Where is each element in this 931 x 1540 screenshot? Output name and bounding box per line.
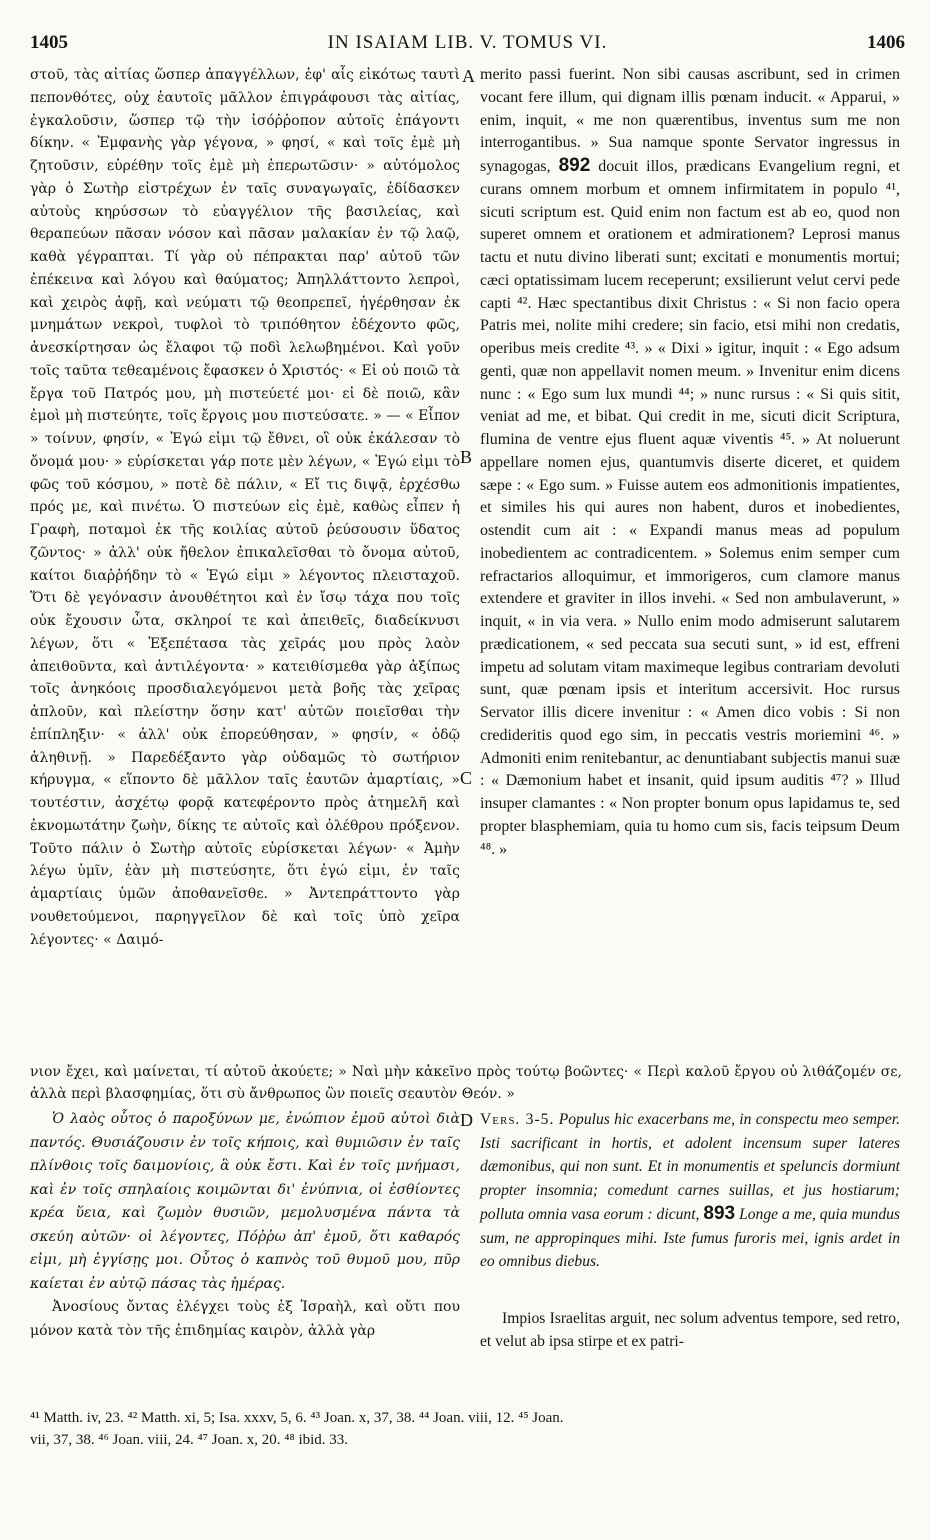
running-title: IN ISAIAM LIB. V. TOMUS VI.	[327, 32, 608, 53]
greek-lower-block	[30, 1108, 460, 1343]
greek-text: στοῦ, τὰς αἰτίας ὥσπερ ἀπαγγέλλων, ἐφ' αἷς εἰκότως ταυτὶ πεπονθότες, οὐχ ἑαυτοῖς μᾶλλον ἐπιγράφουσι τὰς αἰτίας, ἐγκαλοῦσιν, ὥσπερ τῷ τὴν ἰσόῤῥοπον αὐτοῖς ἐπάγοντι δίκην. « Ἐμφανὴς γὰρ γέγονα, » φησί, « καὶ τοῖς ἐμὲ μὴ ζητοῦσιν, εὑρέθην τοῖς ἐμὲ μὴ ἐπερωτῶσιν· » αὐτόμολος γὰρ ὁ Σωτὴρ εἰστρέχων ἐν ταῖς συναγωγαῖς, ἐδίδασκεν αὐτοὺς κηρύσσων τὸ εὐαγγέλιον τῆς βασιλείας, καὶ θεραπεύων πᾶσαν νόσον καὶ πᾶσαν μαλακίαν ἐν τῷ λαῷ, καθὰ γέγραπται. Τί γὰρ οὐ πέπρακται παρ' αὐτοῦ τῶν ἐπέκεινα καὶ λόγου καὶ θαύματος; Ἀπηλλάττοντο λεπροὶ, καὶ χειρὸς ἁφῇ, καὶ νεύματι τῷ θεοπρεπεῖ, ἠγέρθησαν ἐκ μνημάτων νεκροὶ, τυφλοὶ τὸ τριπόθητον ἐδέχοντο φῶς, ἀνεσκίρτησαν ὡς ἔλαφοι τῷ ποδὶ λελωβημένοι. Καὶ γοῦν τοῖς ταῦτα τεθεαμένοις ἔφασκεν ὁ Χριστός· « Εἰ οὐ ποιῶ τὰ ἔργα τοῦ Πατρός μου, μὴ πιστεύετέ μοι· εἰ δὲ ποιῶ, κἂν ἐμοὶ μὴ πιστεύητε, τοῖς ἔργοις μου πιστεύσατε. » — « Εἶπον » τοίνυν, φησίν, « Ἐγώ εἰμι τῷ ἔθνει, οἳ οὐκ ἐκάλεσαν τὸ ὄνομά μου· » εὑρίσκεται γάρ ποτε μὲν λέγων, « Ἐγώ εἰμι τὸ φῶς τοῦ κόσμου, » ποτὲ δὲ πάλιν, « Εἴ τις διψᾷ, ἐρχέσθω πρός με, καὶ πινέτω. Ὁ πιστεύων εἰς ἐμὲ, καθὼς εἶπεν ἡ Γραφὴ, ποταμοὶ ἐκ τῆς κοιλίας αὐτοῦ ῥεύσουσιν ὕδατος ζῶντος· » ἀλλ' οὐκ ἤθελον ἐπικαλεῖσθαι τὸ ὄνομα αὐτοῦ, καίτοι διαῤῥήδην τὸ « Ἐγώ εἰμι » λέγοντος πλεισταχοῦ. Ὅτι δὲ γεγόνασιν ἀνουθέτητοι καὶ ἐν ἴσῳ τάχα που τοῖς οὐκ ἔχουσιν ὦτα, σκληροί τε καὶ ἀπειθεῖς, διαδείκνυσι λέγων, ὅτι « Ἐξεπέτασα τὰς χεῖράς μου πρὸς λαὸν ἀπειθοῦντα, καὶ ἀντιλέγοντα· » κατειθίσμεθα γὰρ ἀξίπως τοῖς ἀνηκόοις προσδιαλεγόμενοι μετὰ βοῆς τὰς χεῖρας ἁπλοῦν, καὶ πλείστην ὅσην κατ' αὐτῶν ποιεῖσθαι τὴν ἐπίπληξιν· « ἀλλ' οὐκ ἐπορεύθησαν, » φησίν, « ὁδῷ ἀληθινῇ. » Παρεδέξαντο γὰρ οὐδαμῶς τὸ σωτήριον κήρυγμα, « εἵποντο δὲ μᾶλλον ταῖς ἑαυτῶν ἁμαρτίαις, » τουτέστιν, ἀσχέτῳ φορᾷ κατεφέροντο πρὸς ἀτημελῆ καὶ ἐκνομωτάτην ζωὴν, δίκης τε αὐτοῖς καὶ ὀλέθρου πρόξενον. Τοῦτο πάλιν ὁ Σωτὴρ αὐτοῖς εὑρίσκεται λέγων· « Ἀμὴν λέγω ὑμῖν, ἐὰν μὴ πιστεύσητε, ὅτι ἐγώ εἰμι, ἐν ταῖς ἁμαρτίαις ὑμῶν ἀποθανεῖσθε. » Ἀντεπράττοντο γὰρ νουθετούμενοι, παρηγγεῖλον δὲ καὶ τοῖς ὑπὸ χεῖρα λέγοντες· « Δαιμό-	[30, 67, 460, 948]
footnote-line-2: vii, 37, 38. ⁴⁶ Joan. viii, 24. ⁴⁷ Joan. x, 20. ⁴⁸ ibid. 33.	[30, 1432, 349, 1448]
greek-lemma: Ὁ λαὸς οὗτος ὁ παροξύνων με, ἐνώπιον ἐμοῦ αὐτοὶ διὰ παντός. Θυσιάζουσιν ἐν τοῖς κήποις, καὶ θυμιῶσιν ἐν ταῖς πλίνθοις τοῖς δαιμονίοις, ἃ οὐκ ἔστι. Καὶ ἐν τοῖς μνήμασι, καὶ ἐν τοῖς σπηλαίοις κοιμῶνται δι' ἐνύπνια, οἱ ἐσθίοντες κρέα ὕεια, καὶ ζωμὸν θυσιῶν, μεμολυσμένα πάντα τὰ σκεύη αὐτῶν· οἱ λέγοντες, Πόῤῥω ἀπ' ἐμοῦ, ὅτι καθαρός εἰμι, μὴ ἐγγίσῃς μοι. Οὗτος ὁ καπνὸς τοῦ θυμοῦ μου, πῦρ καίεται ἐν αὐτῷ πάσας τὰς ἡμέρας.	[30, 1111, 460, 1292]
full-width-continuation	[30, 1061, 902, 1105]
latin-text-part2: docuit illos, prædicans Evangelium regni, et curans omnem morbum et omnem infirmitatem in populo ⁴¹, sicuti scriptum est. Quid enim non factum est ab eo, quod non superet omnem et orationem et admirationem? Leprosi manus tactu et nutu divino liberati sunt; excitati e monumentis mortui; cæci optatissimam lucem receperunt; exsilierunt velut cervi pede capti ⁴². Hæc spectantibus dixit Christus : « Si non facio opera Patris mei, nolite mihi credere; sin facio, etsi mihi non credatis, operibus meis credite ⁴³. » « Dixi » igitur, inquit : « Ego adsum genti, quæ non appellavit nomen meum. » Invenitur enim dicens nunc : « Ego sum lux mundi ⁴⁴; » nunc rursus : « Si quis sitit, veniat ad me, et bibat. Qui credit in me, sicuti dicit Scriptura, flumina de ventre ejus fluent aquæ viventis ⁴⁵. » At noluerunt appellare nomen ejus, quantumvis diserte diceret, et quidem sæpe : « Ego sum. » Fuisse autem eos admonitionis impatientes, et similes his qui aures non habent, duros et inobedientes, ostendit cum ait : « Expandi manus meas ad populum inobedientem ac contradicentem. » Solemus enim semper cum refractarios alloquimur, et immorigeros, cum clamore manus extendere et graviter in illos invehi. « Sed non ambulaverunt, » inquit, « in via vera. » Nullo enim modo admiserunt salutarem prædicationem, « sed peccata sua secuti sunt, » id est, effreni impetu ad solutam vitam maximeque legibus contrariam devoluti sunt, quæ pœnam ipsis et interitum accersivit. Hoc rursus Servator illis dicere invenitur : « Amen dico vobis : Si non credideritis quod ego sim, in peccatis vestris moriemini ⁴⁶. » Admoniti enim renitebantur, ac denuntiabant subjectis manui suæ : « Dæmonium habet et insanit, quid ipsum auditis ⁴⁷? » Illud insuper clamantes : « Non propter bonum opus lapidamus te, sed propter blasphemiam, quia tu homo cum sis, facis teipsum Deum ⁴⁸. »	[480, 158, 901, 858]
latin-column	[480, 64, 900, 861]
section-marker-c: C	[460, 768, 473, 788]
latin-lemma	[480, 1108, 900, 1274]
latin-text	[480, 64, 900, 861]
section-marker-a: A	[462, 66, 475, 86]
verse-label: Vers. 3-5.	[480, 1111, 555, 1128]
footnotes	[30, 1407, 902, 1451]
latin-lemma-a: Populus hic exacerbans me, in conspectu meo semper. Isti sacrificant in hortis, et adolent incensum super lateres dæmonibus, qui non sunt. Et in monumentis et speluncis dormiunt propter insomnia; comedunt carnes suillas, et jus hostiarum; polluta omnia vasa eorum : dicunt,	[480, 1111, 900, 1223]
section-marker-b: B	[460, 447, 473, 467]
section-marker-d: D	[460, 1110, 473, 1130]
latin-text-part1: merito passi fuerint. Non sibi causas ascribunt, sed in crimen vocant fere illum, qui dignam illis pœnam inducit. « Apparui, » enim, inquit, « me non quærentibus, inventus sum me non interrogantibus. » Sua namque sponte Servator ingressus in synagogas,	[480, 66, 900, 175]
running-header	[30, 32, 905, 54]
greek-commentary: Ἀνοσίους ὄντας ἐλέγχει τοὺς ἐξ Ἰσραὴλ, καὶ οὔτι που μόνον κατὰ τὸν τῆς ἐπιδημίας καιρὸν, ἀλλὰ γὰρ	[30, 1299, 460, 1339]
greek-column	[30, 64, 460, 951]
latin-lower-block	[480, 1108, 900, 1354]
page-number-right: 1406	[867, 32, 905, 53]
page-number-left: 1405	[30, 32, 68, 53]
migne-page-number: 892	[558, 155, 591, 176]
latin-lemma-b: Longe a me, quia mundus sum, ne appropinques mihi. Iste fumus furoris mei, ignis ardet in eo omnibus diebus.	[480, 1206, 900, 1270]
full-width-text: νιον ἔχει, καὶ μαίνεται, τί αὐτοῦ ἀκούετε; » Ναὶ μὴν κἀκεῖνο πρὸς τούτῳ βοῶντες· « Περὶ καλοῦ ἔργου οὐ λιθάζομέν σε, ἀλλὰ περὶ βλασφημίας, ὅτι σὺ ἄνθρωπος ὢν ποιεῖς σεαυτὸν Θεόν. »	[30, 1064, 902, 1102]
footnote-line-1: ⁴¹ Matth. iv, 23. ⁴² Matth. xi, 5; Isa. xxxv, 5, 6. ⁴³ Joan. x, 37, 38. ⁴⁴ Joan. viii, 12. ⁴⁵ Joan.	[30, 1410, 564, 1426]
latin-commentary: Impios Israelitas arguit, nec solum adventus tempore, sed retro, et velut ab ipsa stirpe et ex patri-	[480, 1309, 900, 1350]
migne-page-number-2: 893	[703, 1203, 736, 1224]
